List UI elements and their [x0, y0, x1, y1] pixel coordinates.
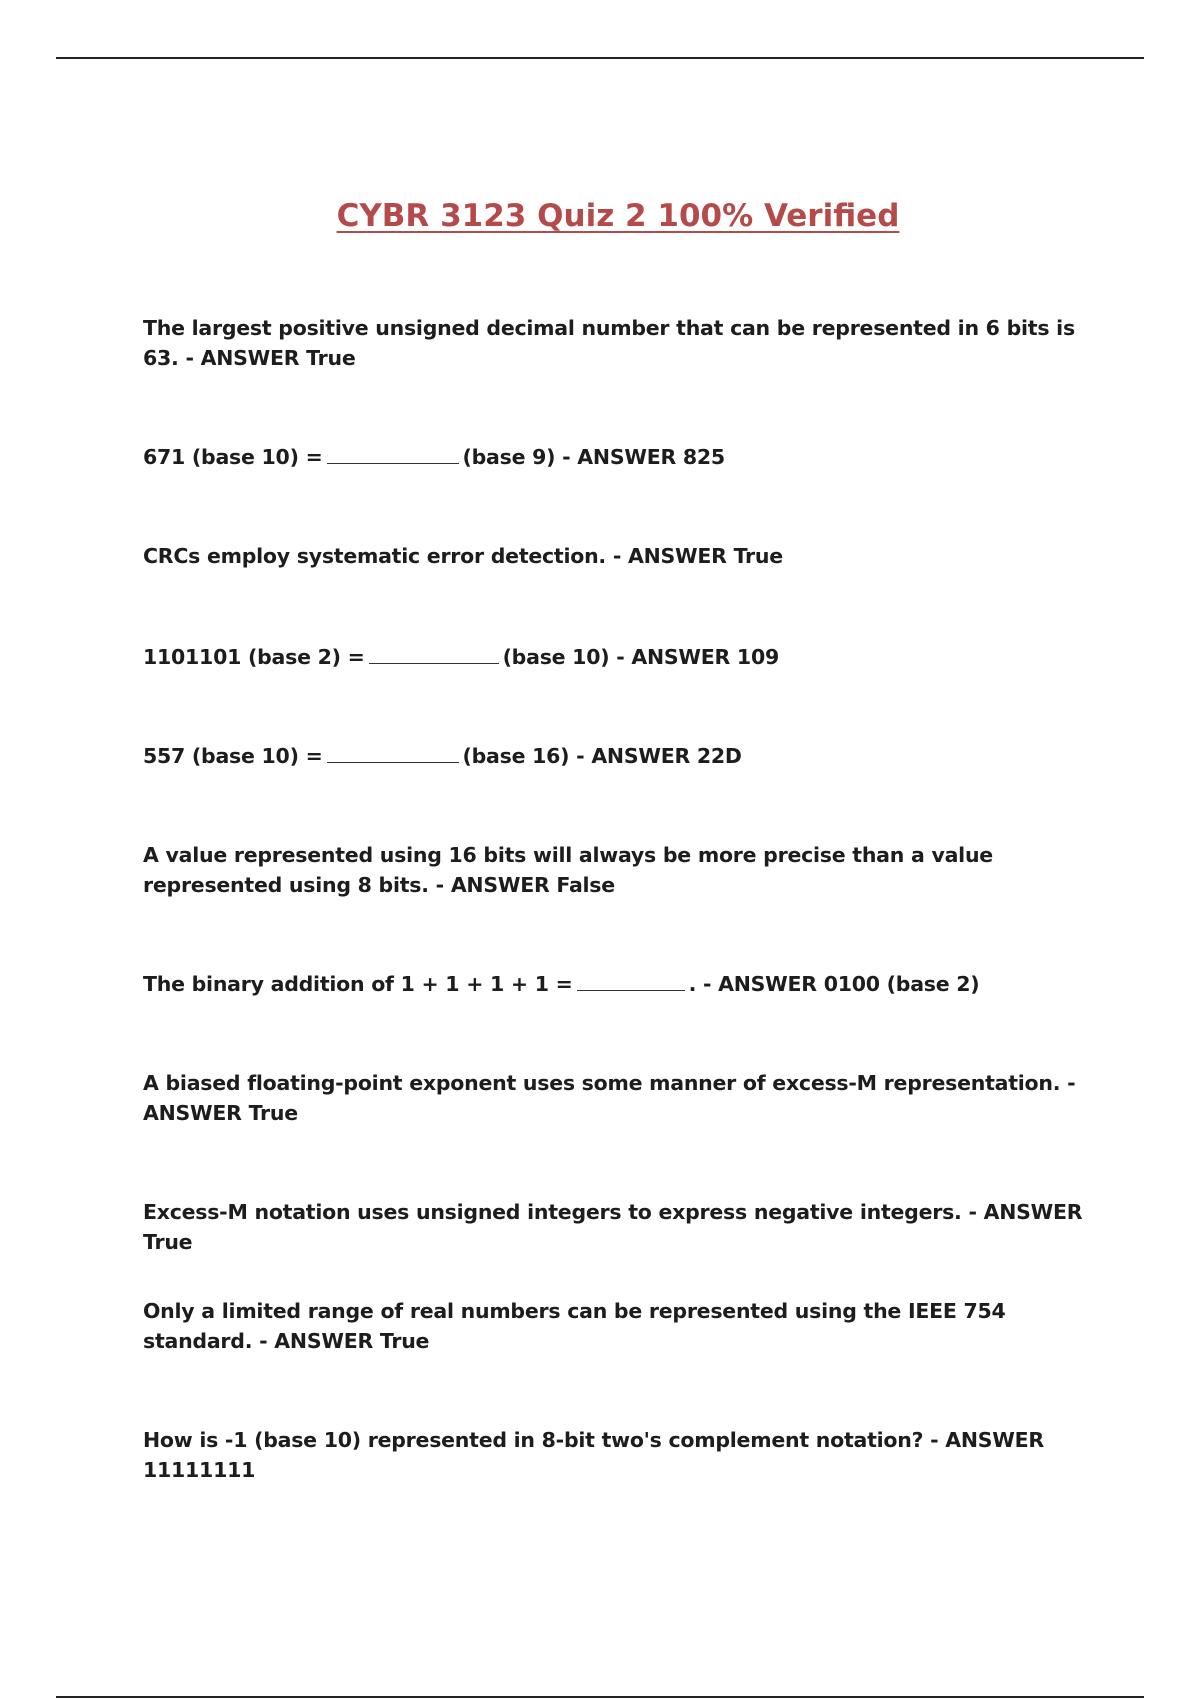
top-divider — [56, 57, 1144, 59]
question-8: A biased floating-point exponent uses some manner of excess-M representation. - ANSWER True — [143, 1071, 1076, 1125]
question-2 — [143, 442, 1093, 472]
answer-blank — [369, 645, 499, 664]
question-1: The largest positive unsigned decimal number that can be represented in 6 bits is 63. - ANSWER True — [143, 316, 1075, 370]
question-10: Only a limited range of real numbers can be represented using the IEEE 754 standard. - ANSWER True — [143, 1299, 1006, 1353]
question-6: A value represented using 16 bits will always be more precise than a value represented using 8 bits. - ANSWER False — [143, 843, 993, 897]
question-5-answer: (base 16) - ANSWER 22D — [462, 744, 742, 768]
question-5 — [143, 741, 1093, 771]
question-5-prompt: 557 (base 10) = — [143, 744, 323, 768]
question-11: How is -1 (base 10) represented in 8-bit two's complement notation? - ANSWER 11111111 — [143, 1428, 1044, 1482]
question-2-prompt: 671 (base 10) = — [143, 445, 323, 469]
answer-blank — [577, 972, 685, 991]
answer-blank — [327, 445, 459, 464]
answer-blank — [327, 744, 459, 763]
question-4-prompt: 1101101 (base 2) = — [143, 645, 365, 669]
question-7-answer: . - ANSWER 0100 (base 2) — [688, 972, 980, 996]
question-4 — [143, 642, 1093, 672]
bottom-divider — [56, 1696, 1144, 1698]
question-9: Excess-M notation uses unsigned integers to express negative integers. - ANSWER True — [143, 1200, 1083, 1254]
question-2-answer: (base 9) - ANSWER 825 — [462, 445, 725, 469]
question-7 — [143, 969, 1093, 999]
question-7-prompt: The binary addition of 1 + 1 + 1 + 1 = — [143, 972, 573, 996]
question-3: CRCs employ systematic error detection. - ANSWER True — [143, 544, 783, 568]
question-4-answer: (base 10) - ANSWER 109 — [502, 645, 779, 669]
document-title: CYBR 3123 Quiz 2 100% Verified — [336, 198, 900, 234]
